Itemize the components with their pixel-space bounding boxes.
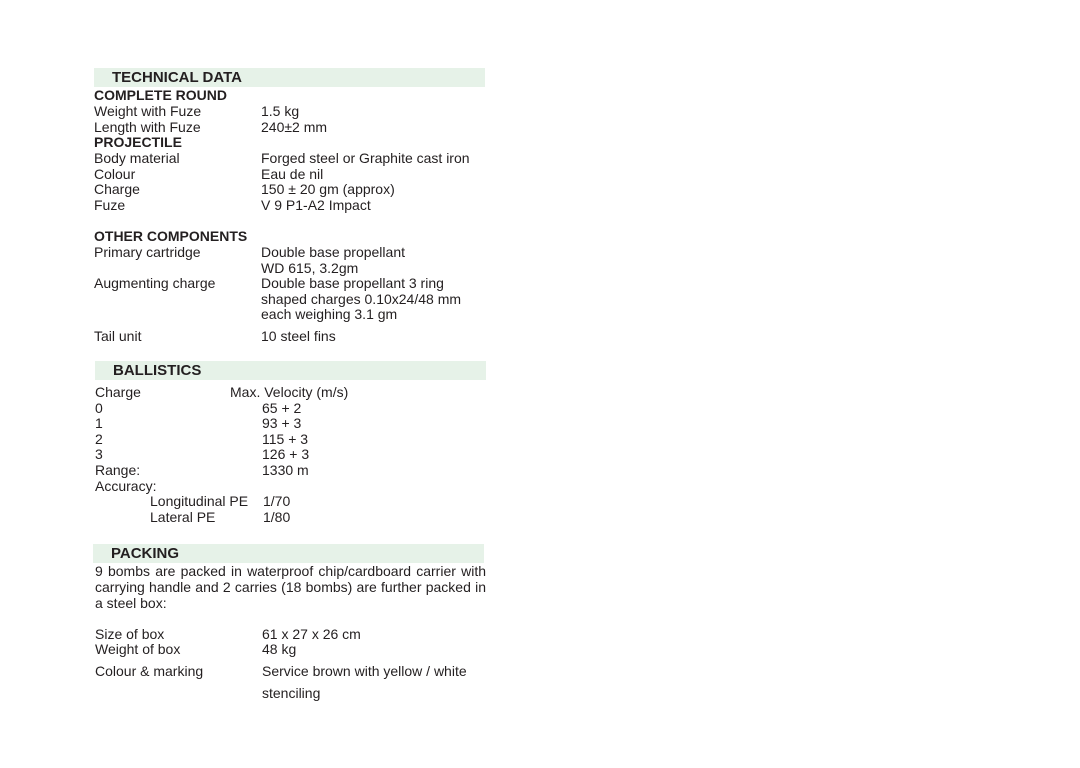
- spec-label: Weight with Fuze: [94, 103, 202, 119]
- spec-value: WD 615, 3.2gm: [261, 260, 359, 276]
- ballistics-charge: 0: [95, 400, 103, 416]
- spec-value: Double base propellant: [261, 244, 405, 260]
- spec-label: Primary cartridge: [94, 244, 201, 260]
- longitudinal-pe-label: Longitudinal PE: [150, 493, 249, 509]
- ballistics-velocity: 115 + 3: [262, 431, 309, 447]
- other-components-heading: OTHER COMPONENTS: [94, 228, 248, 244]
- spec-value: Forged steel or Graphite cast iron: [261, 150, 470, 166]
- spec-label: Fuze: [94, 197, 126, 213]
- ballistics-col-velocity: Max. Velocity (m/s): [230, 384, 349, 400]
- spec-label: Charge: [94, 181, 140, 197]
- ballistics-charge: 1: [95, 415, 103, 431]
- spec-value: Double base propellant 3 ring: [261, 275, 444, 291]
- spec-label: Augmenting charge: [94, 275, 216, 291]
- spec-value: 1.5 kg: [261, 103, 300, 119]
- marking-label: Colour & marking: [95, 663, 204, 679]
- spec-value: shaped charges 0.10x24/48 mm: [261, 291, 462, 307]
- technical-data-heading: TECHNICAL DATA: [112, 69, 242, 86]
- range-value: 1330 m: [262, 462, 309, 478]
- range-label: Range:: [95, 462, 141, 478]
- spec-label: Tail unit: [94, 328, 142, 344]
- spec-value: V 9 P1-A2 Impact: [261, 197, 371, 213]
- lateral-pe-value: 1/80: [263, 509, 291, 525]
- ballistics-heading: BALLISTICS: [113, 362, 202, 379]
- marking-value: stenciling: [262, 685, 321, 701]
- packing-heading: PACKING: [111, 545, 180, 562]
- spec-value: Eau de nil: [261, 166, 324, 182]
- packing-value: 48 kg: [262, 641, 297, 657]
- marking-value: Service brown with yellow / white: [262, 663, 467, 679]
- spec-value: 150 ± 20 gm (approx): [261, 181, 395, 197]
- complete-round-heading: COMPLETE ROUND: [94, 87, 227, 103]
- spec-value: 10 steel fins: [261, 328, 336, 344]
- lateral-pe-label: Lateral PE: [150, 509, 216, 525]
- ballistics-charge: 2: [95, 431, 103, 447]
- packing-label: Size of box: [95, 626, 165, 642]
- ballistics-velocity: 93 + 3: [262, 415, 302, 431]
- ballistics-velocity: 126 + 3: [262, 446, 310, 462]
- packing-value: 61 x 27 x 26 cm: [262, 626, 361, 642]
- ballistics-col-charge: Charge: [95, 384, 141, 400]
- longitudinal-pe-value: 1/70: [263, 493, 291, 509]
- spec-label: Colour: [94, 166, 136, 182]
- spec-value: each weighing 3.1 gm: [261, 306, 398, 322]
- packing-description: 9 bombs are packed in waterproof chip/cardboard carrier with carrying handle and 2 carries (18 bombs) are further packed in a steel box:: [95, 563, 486, 611]
- projectile-heading: PROJECTILE: [94, 134, 182, 150]
- spec-value: 240±2 mm: [261, 119, 328, 135]
- ballistics-velocity: 65 + 2: [262, 400, 302, 416]
- ballistics-charge: 3: [95, 446, 103, 462]
- spec-label: Body material: [94, 150, 180, 166]
- accuracy-label: Accuracy:: [95, 478, 157, 494]
- packing-label: Weight of box: [95, 641, 181, 657]
- spec-label: Length with Fuze: [94, 119, 201, 135]
